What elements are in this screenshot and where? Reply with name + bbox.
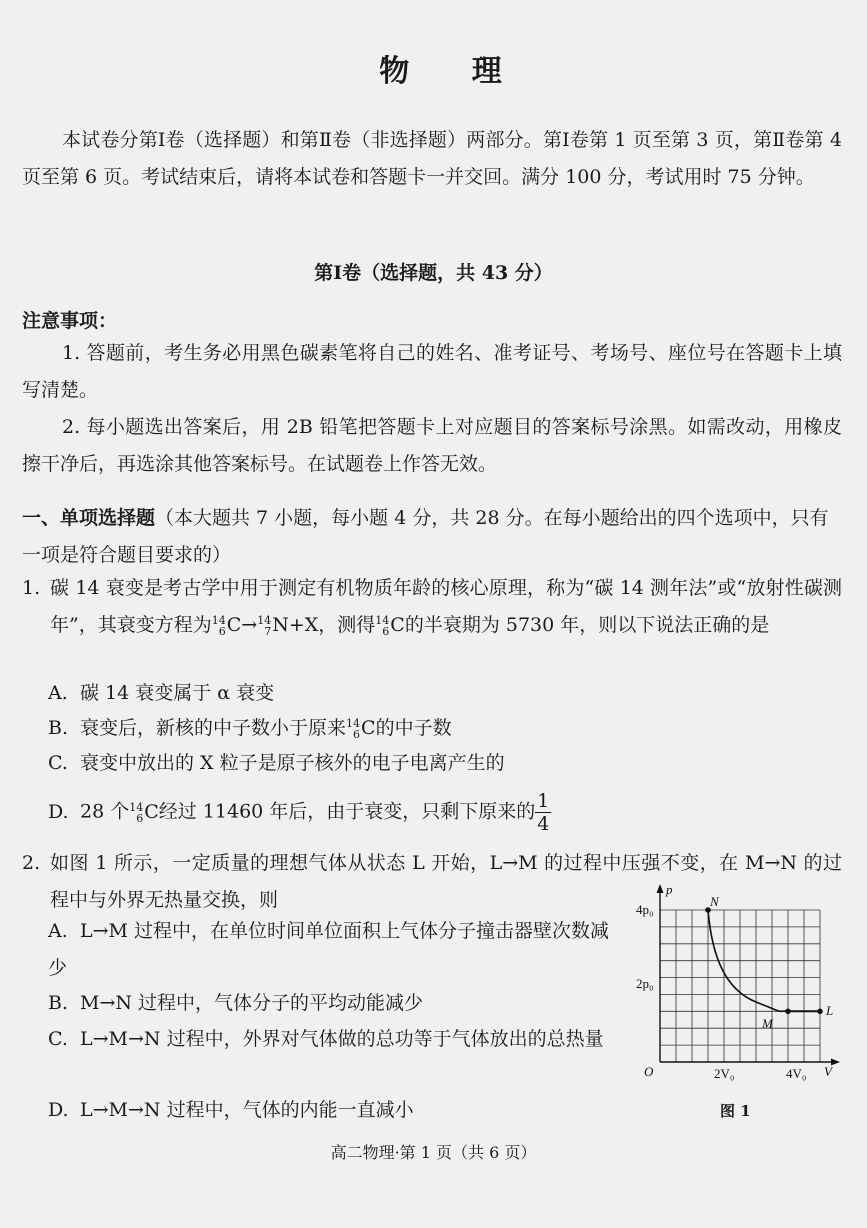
stem-text: ，测得 <box>318 614 376 636</box>
option-text: M→N 过程中，气体分子的平均动能减少 <box>80 992 424 1014</box>
point-label: N <box>710 894 719 909</box>
section-heading <box>22 500 842 574</box>
option-text: 的中子数 <box>375 717 452 739</box>
option-text: 衰变中放出的 X 粒子是原子核外的电子电离产生的 <box>80 752 505 774</box>
y-tick-label: 2p₀ <box>636 976 654 991</box>
nuclide-c14: 14 6 C <box>129 800 159 825</box>
option-label: C. <box>48 752 68 774</box>
option-text: 28 个 <box>80 800 130 823</box>
option-text: L→M→N 过程中，气体的内能一直减小 <box>80 1099 414 1121</box>
grid <box>660 910 820 1062</box>
figure-caption: 图 1 <box>720 1102 751 1120</box>
option-d <box>48 790 551 835</box>
notes-heading: 注意事项： <box>22 310 118 332</box>
x-tick-label: 4V₀ <box>786 1066 807 1081</box>
option-a <box>48 913 618 987</box>
question-stem <box>50 570 842 644</box>
option-b <box>48 985 423 1022</box>
option-a <box>48 675 274 712</box>
option-label: A. <box>48 920 68 942</box>
point-l-dot <box>817 1009 823 1015</box>
option-text: 碳 14 衰变属于 α 衰变 <box>80 682 275 704</box>
option-c <box>48 745 505 782</box>
option-b <box>48 710 452 747</box>
option-label: B. <box>48 717 69 739</box>
option-d <box>48 1092 414 1129</box>
question-stem: 如图 1 所示，一定质量的理想气体从状态 L 开始，L→M 的过程中压强不变，在 M→N 的过程中与外界无热量交换，则 <box>50 852 842 911</box>
option-text: 经过 11460 年后，由于衰变，只剩下原来的 <box>158 800 536 823</box>
x-axis-label: V <box>824 1064 832 1079</box>
point-label: M <box>762 1016 773 1031</box>
part-title: 第Ⅰ卷（选择题，共 43 分） <box>314 262 553 284</box>
note-item: 1. 答题前，考生务必用黑色碳素笔将自己的姓名、准考证号、考场号、座位号在答题卡上填写清楚。 <box>22 342 842 401</box>
equation-product: +X <box>288 614 319 636</box>
stem-text: 的半衰期为 5730 年，则以下说法正确的是 <box>404 614 770 636</box>
fraction: $\frac{1}{4}$ <box>537 790 550 835</box>
pv-diagram <box>636 880 856 1130</box>
x-tick-label: 2V₀ <box>714 1066 735 1081</box>
arrow-symbol: → <box>241 614 258 636</box>
nuclide-n14: 14 7 N <box>257 614 289 638</box>
option-text: L→M→N 过程中，外界对气体做的总功等于气体放出的总热量 <box>80 1028 604 1050</box>
nuclide-c14: 14 6 C <box>211 614 242 638</box>
option-c <box>48 1021 618 1058</box>
note-item: 2. 每小题选出答案后，用 2B 铅笔把答题卡上对应题目的答案标号涂黑。如需改动，用橡皮擦干净后，再选涂其他答案标号。在试题卷上作答无效。 <box>22 416 842 475</box>
question-1 <box>22 570 842 644</box>
option-label: D. <box>48 800 69 823</box>
y-tick-label: 4p₀ <box>636 902 654 917</box>
page-title: 物 理 <box>379 54 528 89</box>
option-label: B. <box>48 992 69 1014</box>
point-label: L <box>826 1003 834 1018</box>
option-label: A. <box>48 682 68 704</box>
stem-text: 碳 14 衰变是考古学中用于测定有机物质年龄的核心原理，称为“碳 14 测年法”或“放射性碳测年”，其衰变方程为 <box>50 577 842 636</box>
y-axis-label: p <box>666 882 673 897</box>
option-text: L→M 过程中，在单位时间单位面积上气体分子撞击器壁次数减少 <box>48 920 610 979</box>
axes <box>657 884 841 1066</box>
question-number: 1. <box>22 577 41 599</box>
option-label: C. <box>48 1028 68 1050</box>
nuclide-c14: 14 6 C <box>346 717 376 741</box>
section-title: 一、单项选择题 <box>22 507 156 529</box>
point-m-dot <box>785 1009 791 1015</box>
question-number: 2. <box>22 852 41 874</box>
page-footer: 高二物理·第 1 页（共 6 页） <box>330 1143 537 1162</box>
intro-paragraph: 本试卷分第Ⅰ卷（选择题）和第Ⅱ卷（非选择题）两部分。第Ⅰ卷第 1 页至第 3 页，第Ⅱ卷第 4 页至第 6 页。考试结束后，请将本试卷和答题卡一并交回。满分 100 分，考试用时 75 分钟。 <box>22 129 842 188</box>
section-description: （本大题共 7 小题，每小题 4 分，共 28 分。在每小题给出的四个选项中，只有一项是符合题目要求的） <box>22 507 829 566</box>
origin-label: O <box>644 1064 654 1079</box>
option-text: 衰变后，新核的中子数小于原来 <box>80 717 347 739</box>
option-label: D. <box>48 1099 69 1121</box>
nuclide-c14: 14 6 C <box>375 614 405 638</box>
